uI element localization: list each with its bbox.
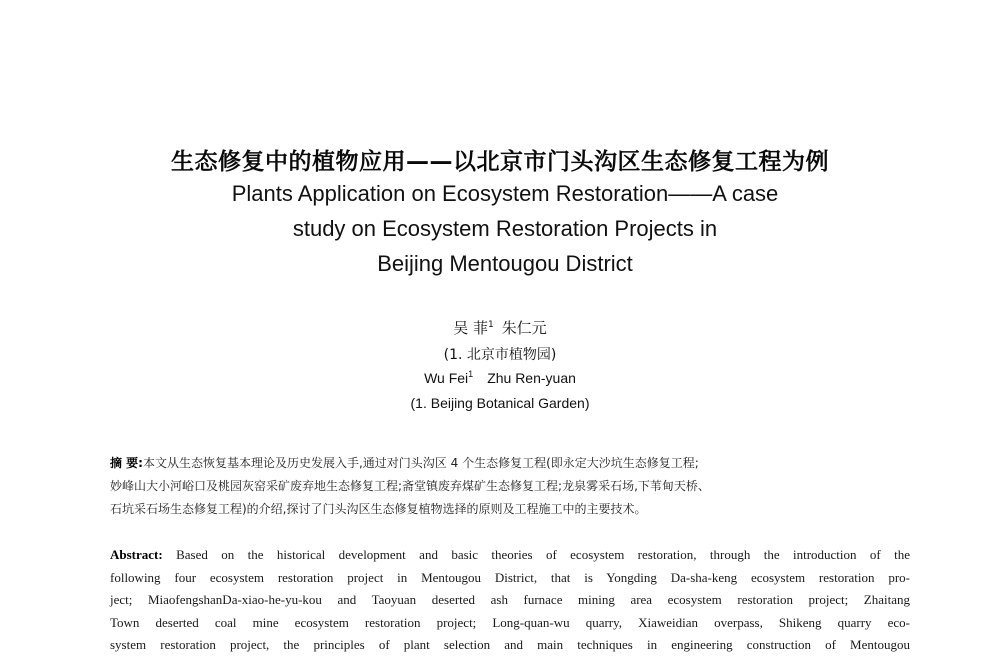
abstract-en-line: system restoration project, the principles of plant selection and main techniques in engineering construction of Mentougou [110,637,910,652]
authors-chinese [0,317,1000,338]
abstract-en-line: ject; MiaofengshanDa-xiao-he-yu-kou and Taoyuan deserted ash furnace mining area ecosystem restoration project; Zhaitang [110,592,910,607]
author-name-en: Wu Fei [424,370,469,386]
author-name-cn: 吴 菲 [453,319,489,337]
abstract-en-line [110,544,910,567]
abstract-cn-text: 本文从生态恢复基本理论及历史发展入手,通过对门头沟区 4 个生态修复工程(即永定大沙坑生态修复工程; [142,456,699,470]
abstract-en-line: following four ecosystem restoration project in Mentougou District, that is Yongding Da-sha-keng ecosystem restoration pro- [110,569,910,585]
abstract-cn-line: 妙峰山大小河峪口及桃园灰窑采矿废弃地生态修复工程;斋堂镇废弃煤矿生态修复工程;龙泉雾采石场,下苇甸天桥、 [110,479,710,493]
affiliation-chinese: (1. 北京市植物园) [443,347,557,363]
abstract-cn-line: 石坑采石场生态修复工程)的介绍,探讨了门头沟区生态修复植物选择的原则及工程施工中的主要技术。 [110,502,647,516]
abstract-en-text: Based on the historical development and basic theories of ecosystem restoration, through the introduction of the [176,547,911,562]
title-english-line: study on Ecosystem Restoration Projects in [292,216,718,241]
abstract-chinese [110,452,910,521]
title-english-line: Plants Application on Ecosystem Restoration——A case [231,181,779,206]
authors-english [0,369,1000,386]
abstract-cn-line [110,452,910,475]
author-name-cn: 朱仁元 [501,319,547,337]
title-english [150,176,860,281]
title-chinese: 生态修复中的植物应用——以北京市门头沟区生态修复工程为例 [171,149,829,175]
abstract-en-label: Abstract: [110,547,163,562]
author-superscript: 1 [468,369,474,379]
title-english-line: Beijing Mentougou District [377,251,633,276]
author-name-en: Zhu Ren-yuan [487,370,576,386]
abstract-cn-label: 摘 要: [110,456,143,470]
abstract-english [110,544,910,657]
author-superscript: 1 [488,320,494,330]
abstract-en-line: Town deserted coal mine ecosystem restoration project; Long-quan-wu quarry, Xiaweidian overpass, Shikeng quarry eco- [110,614,910,630]
affiliation-english: (1. Beijing Botanical Garden) [410,395,590,411]
